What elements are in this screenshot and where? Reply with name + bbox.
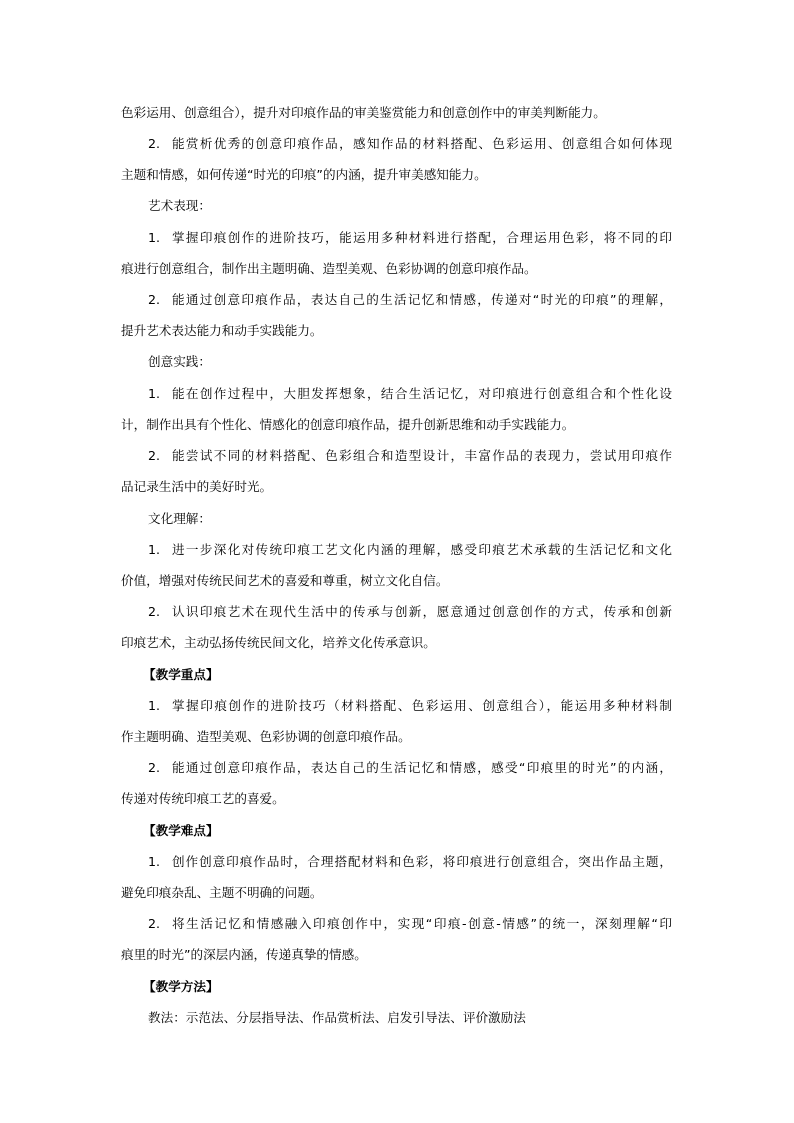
paragraph-line: 避免印痕杂乱、主题不明确的问题。 [121, 885, 323, 900]
list-item-text: 能通过创意印痕作品，表达自己的生活记忆和情感，传递对“时光的印痕”的理解， [172, 292, 672, 307]
list-item [148, 852, 672, 872]
list-number: 1. [148, 698, 161, 713]
list-item-text: 能通过创意印痕作品，表达自己的生活记忆和情感，感受“印痕里的时光”的内涵， [172, 760, 672, 775]
list-number: 1. [148, 542, 161, 557]
list-item [148, 134, 672, 154]
list-number: 2. [148, 292, 161, 307]
paragraph-line: 印痕艺术，主动弘扬传统民间文化，培养文化传承意识。 [121, 635, 436, 650]
list-item [148, 290, 672, 310]
list-item [148, 228, 672, 248]
list-item-text: 能赏析优秀的创意印痕作品，感知作品的材料搭配、色彩运用、创意组合如何体现 [172, 136, 672, 151]
list-item-text: 掌握印痕创作的进阶技巧（材料搭配、色彩运用、创意组合），能运用多种材料制 [172, 698, 672, 713]
list-item [148, 602, 672, 622]
list-item [148, 696, 672, 716]
list-number: 2. [148, 916, 161, 931]
paragraph-line: 品记录生活中的美好时光。 [121, 479, 273, 494]
list-item-text: 能尝试不同的材料搭配、色彩组合和造型设计，丰富作品的表现力，尝试用印痕作 [172, 448, 672, 463]
paragraph-line: 提升艺术表达能力和动手实践能力。 [121, 323, 323, 338]
list-item-text: 能在创作过程中，大胆发挥想象，结合生活记忆，对印痕进行创意组合和个性化设 [172, 386, 672, 401]
list-number: 2. [148, 760, 161, 775]
paragraph-line: 教法：示范法、分层指导法、作品赏析法、启发引导法、评价激励法 [148, 1010, 526, 1025]
list-item-text: 将生活记忆和情感融入印痕创作中，实现“印痕-创意-情感”的统一，深刻理解“印 [172, 916, 672, 931]
list-number: 1. [148, 854, 161, 869]
section-heading-practice: 创意实践： [148, 354, 211, 369]
list-item [148, 758, 672, 778]
list-item [148, 446, 672, 466]
list-item-text: 认识印痕艺术在现代生活中的传承与创新，愿意通过创意创作的方式，传承和创新 [172, 604, 672, 619]
section-heading-key-points: 【教学重点】 [143, 667, 219, 682]
paragraph-line: 痕进行创意组合，制作出主题明确、造型美观、色彩协调的创意印痕作品。 [121, 261, 537, 276]
list-item [148, 384, 672, 404]
paragraph-line: 色彩运用、创意组合），提升对印痕作品的审美鉴赏能力和创意创作中的审美判断能力。 [121, 105, 606, 120]
paragraph-line: 主题和情感，如何传递“时光的印痕”的内涵，提升审美感知能力。 [121, 167, 487, 182]
list-number: 1. [148, 386, 161, 401]
list-number: 2. [148, 136, 161, 151]
list-number: 2. [148, 448, 161, 463]
paragraph-line: 价值，增强对传统民间艺术的喜爱和尊重，树立文化自信。 [121, 573, 449, 588]
list-item [148, 914, 672, 934]
list-number: 1. [148, 230, 161, 245]
list-item-text: 进一步深化对传统印痕工艺文化内涵的理解，感受印痕艺术承载的生活记忆和文化 [172, 542, 672, 557]
list-item-text: 掌握印痕创作的进阶技巧，能运用多种材料进行搭配，合理运用色彩，将不同的印 [172, 230, 672, 245]
section-heading-art: 艺术表现： [148, 198, 211, 213]
paragraph-line: 计，制作出具有个性化、情感化的创意印痕作品，提升创新思维和动手实践能力。 [121, 417, 575, 432]
list-number: 2. [148, 604, 161, 619]
list-item-text: 创作创意印痕作品时，合理搭配材料和色彩，将印痕进行创意组合，突出作品主题， [172, 854, 672, 869]
section-heading-difficult-points: 【教学难点】 [143, 823, 219, 838]
section-heading-culture: 文化理解： [148, 511, 211, 526]
section-heading-methods: 【教学方法】 [143, 979, 219, 994]
paragraph-line: 痕里的时光”的深层内涵，传递真挚的情感。 [121, 947, 367, 962]
paragraph-line: 传递对传统印痕工艺的喜爱。 [121, 791, 285, 806]
list-item [148, 540, 672, 560]
paragraph-line: 作主题明确、造型美观、色彩协调的创意印痕作品。 [121, 729, 411, 744]
